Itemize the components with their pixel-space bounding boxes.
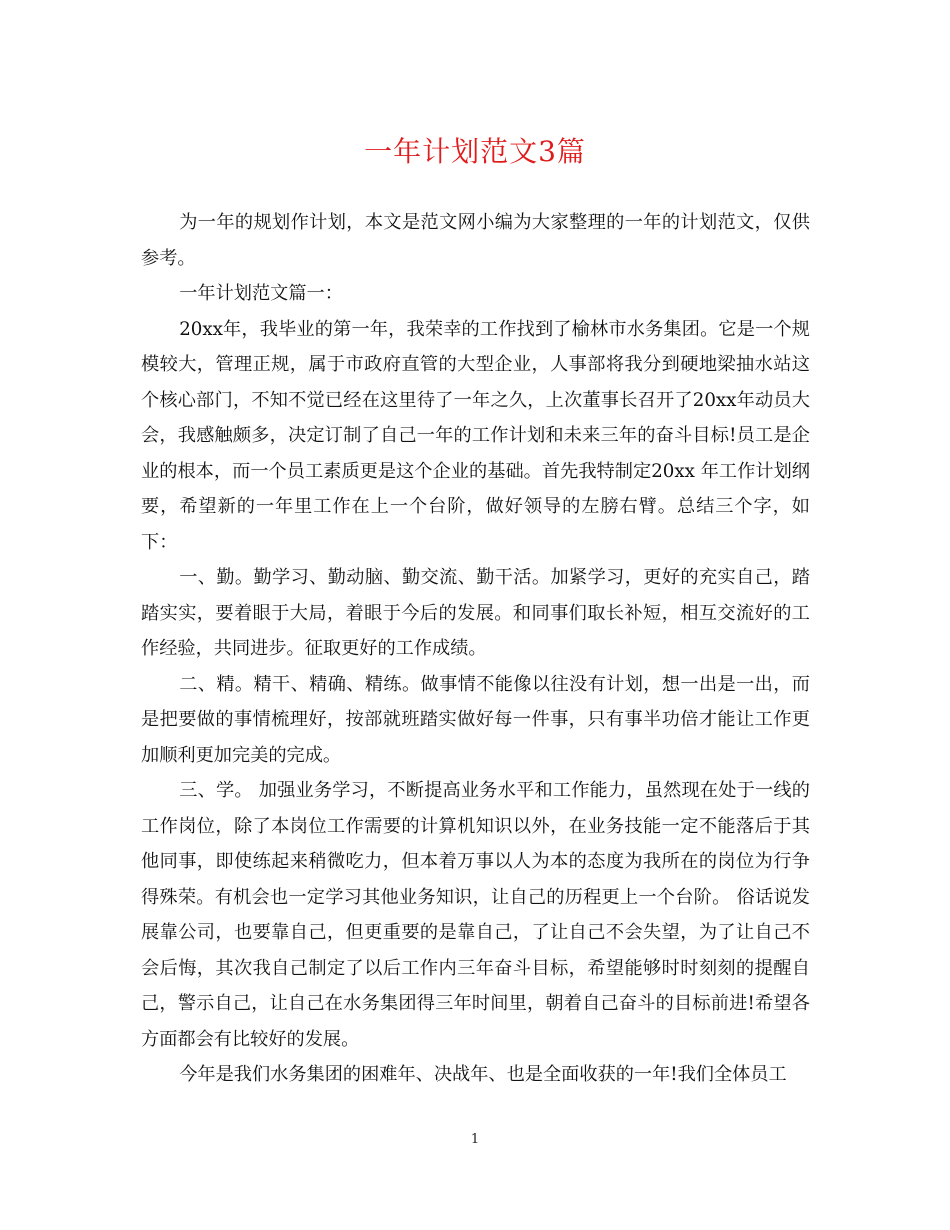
document-body — [141, 205, 810, 1093]
body-paragraph: 三、学。 加强业务学习，不断提高业务水平和工作能力，虽然现在处于一线的工作岗位，除了本岗位工作需要的计算机知识以外，在业务技能一定不能落后于其他同事，即使练起来稍微吃力，但本着万事以人为本的态度为我所在的岗位为行争得殊荣。有机会也一定学习其他业务知识，让自己的历程更上一个台阶。 俗话说发展靠公司，也要靠自己，但更重要的是靠自己，了让自己不会失望，为了让自己不会后悔，其次我自己制定了以后工作内三年奋斗目标，希望能够时时刻刻的提醒自己，警示自己，让自己在水务集团得三年时间里，朝着自己奋斗的目标前进!希望各方面都会有比较好的发展。 — [141, 780, 810, 1050]
page-number: 1 — [470, 1132, 480, 1147]
body-paragraph: 今年是我们水务集团的困难年、决战年、也是全面收获的一年!我们全体员工 — [179, 1064, 787, 1085]
body-paragraph: 20xx年，我毕业的第一年，我荣幸的工作找到了榆林市水务集团。它是一个规模较大，管理正规，属于市政府直管的大型企业，人事部将我分到硬地梁抽水站这个核心部门，不知不觉已经在这里待了一年之久，上次董事长召开了20xx年动员大会，我感触颇多，决定订制了自己一年的工作计划和未来三年的奋斗目标!员工是企业的根本，而一个员工素质更是这个企业的基础。首先我特制定20xx 年工作计划纲要，希望新的一年里工作在上一个台阶，做好领导的左膀右臂。总结三个字，如下： — [141, 318, 810, 553]
document-title: 一年计划范文3篇 — [364, 135, 586, 168]
body-paragraph: 二、精。精干、精确、精练。做事情不能像以往没有计划，想一出是一出，而是把要做的事情梳理好，按部就班踏实做好每一件事，只有事半功倍才能让工作更加顺利更加完美的完成。 — [141, 673, 810, 766]
body-paragraph: 一、勤。勤学习、勤动脑、勤交流、勤干活。加紧学习，更好的充实自己，踏踏实实，要着眼于大局，着眼于今后的发展。和同事们取长补短，相互交流好的工作经验，共同进步。征取更好的工作成绩。 — [141, 567, 810, 659]
intro-paragraph: 为一年的规划作计划，本文是范文网小编为大家整理的一年的计划范文，仅供参考。 — [141, 212, 810, 269]
section-heading: 一年计划范文篇一： — [179, 283, 343, 304]
